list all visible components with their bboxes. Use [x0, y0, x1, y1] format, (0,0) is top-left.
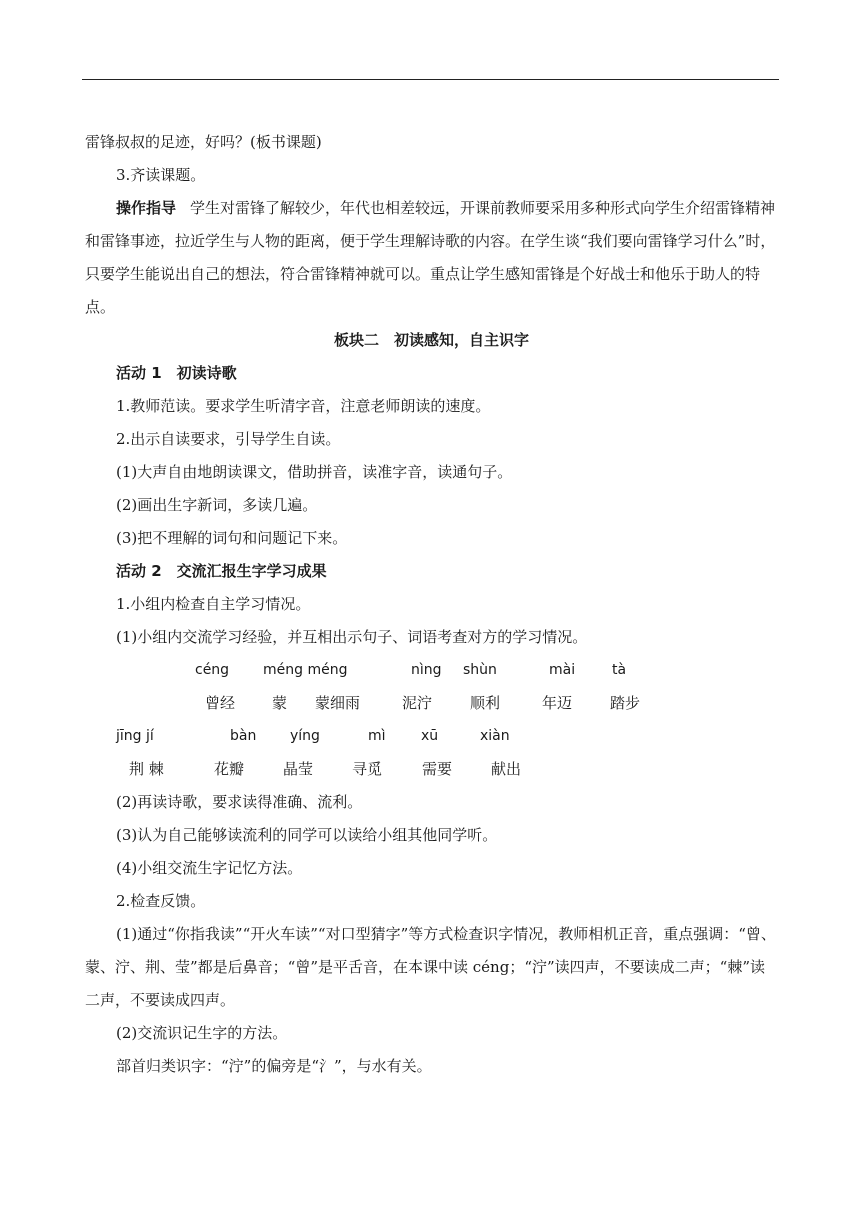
operation-guide-text: 学生对雷锋了解较少，年代也相差较远，开课前教师要采用多种形式向学生介绍雷锋精神和雷锋事迹，拉近学生与人物的距离，便于学生理解诗歌的内容。在学生谈“我们要向雷锋学习什么”时，只要学生能说出自己的想法，符合雷锋精神就可以。重点让学生感知雷锋是个好战士和他乐于助人的特点。	[85, 199, 776, 316]
word: 顺利	[470, 694, 501, 712]
word: 曾经	[205, 694, 236, 712]
pinyin: bàn	[230, 728, 257, 744]
header-rule	[82, 79, 779, 80]
pinyin: nìng	[411, 662, 442, 678]
word: 泥泞	[402, 694, 433, 712]
paragraph: 1.小组内检查自主学习情况。	[116, 595, 311, 613]
pinyin: yíng	[290, 728, 320, 744]
paragraph: (2)再读诗歌，要求读得准确、流利。	[116, 793, 363, 811]
word: 荆 棘	[129, 760, 164, 778]
word: 踏步	[610, 694, 641, 712]
section-title: 板块二 初读感知，自主识字	[333, 331, 529, 349]
pinyin: méng méng	[263, 662, 348, 678]
activity-2-title: 活动 2 交流汇报生字学习成果	[116, 562, 327, 580]
pinyin: jīng jí	[116, 728, 154, 744]
word-row-1	[85, 687, 778, 720]
paragraph: (4)小组交流生字记忆方法。	[116, 859, 303, 877]
pinyin: céng	[195, 662, 230, 678]
pinyin-row-1	[85, 654, 778, 687]
word-row-2	[85, 753, 778, 786]
paragraph: (1)小组内交流学习经验，并互相出示句子、词语考查对方的学习情况。	[116, 628, 588, 646]
pinyin: mì	[368, 728, 386, 744]
pinyin: shùn	[463, 662, 497, 678]
paragraph: (3)认为自己能够读流利的同学可以读给小组其他同学听。	[116, 826, 498, 844]
word: 蒙	[272, 694, 288, 712]
document-body	[85, 126, 778, 1083]
paragraph: (2)交流识记生字的方法。	[116, 1024, 288, 1042]
word: 蒙细雨	[315, 694, 361, 712]
paragraph: (1)通过“你指我读”“开火车读”“对口型猜字”等方式检查识字情况，教师相机正音，重点强调：“曾、蒙、泞、荆、莹”都是后鼻音；“曾”是平舌音，在本课中读 céng；“泞”读四声，不要读成二声；“棘”读二声，不要读成四声。	[85, 925, 776, 1009]
paragraph: (3)把不理解的词句和问题记下来。	[116, 529, 348, 547]
paragraph: 1.教师范读。要求学生听清字音，注意老师朗读的速度。	[116, 397, 491, 415]
paragraph: 2.检查反馈。	[116, 892, 206, 910]
paragraph: 2.出示自读要求，引导学生自读。	[116, 430, 341, 448]
paragraph: 雷锋叔叔的足迹，好吗？(板书课题)	[85, 133, 322, 151]
pinyin: tà	[612, 662, 627, 678]
word: 需要	[422, 760, 453, 778]
word: 献出	[491, 760, 522, 778]
word: 晶莹	[283, 760, 314, 778]
paragraph: (2)画出生字新词，多读几遍。	[116, 496, 318, 514]
paragraph: 部首归类识字：“泞”的偏旁是“氵”，与水有关。	[116, 1057, 432, 1075]
word: 年迈	[542, 694, 573, 712]
pinyin: mài	[549, 662, 576, 678]
operation-guide-paragraph	[85, 192, 778, 324]
word: 花瓣	[214, 760, 245, 778]
operation-guide-label: 操作指导	[116, 199, 177, 217]
pinyin-row-2	[85, 720, 778, 753]
pinyin: xū	[421, 728, 439, 744]
activity-1-title: 活动 1 初读诗歌	[116, 364, 237, 382]
pinyin: xiàn	[480, 728, 510, 744]
paragraph: 3.齐读课题。	[116, 166, 206, 184]
word: 寻觅	[352, 760, 383, 778]
paragraph: (1)大声自由地朗读课文，借助拼音，读准字音，读通句子。	[116, 463, 513, 481]
